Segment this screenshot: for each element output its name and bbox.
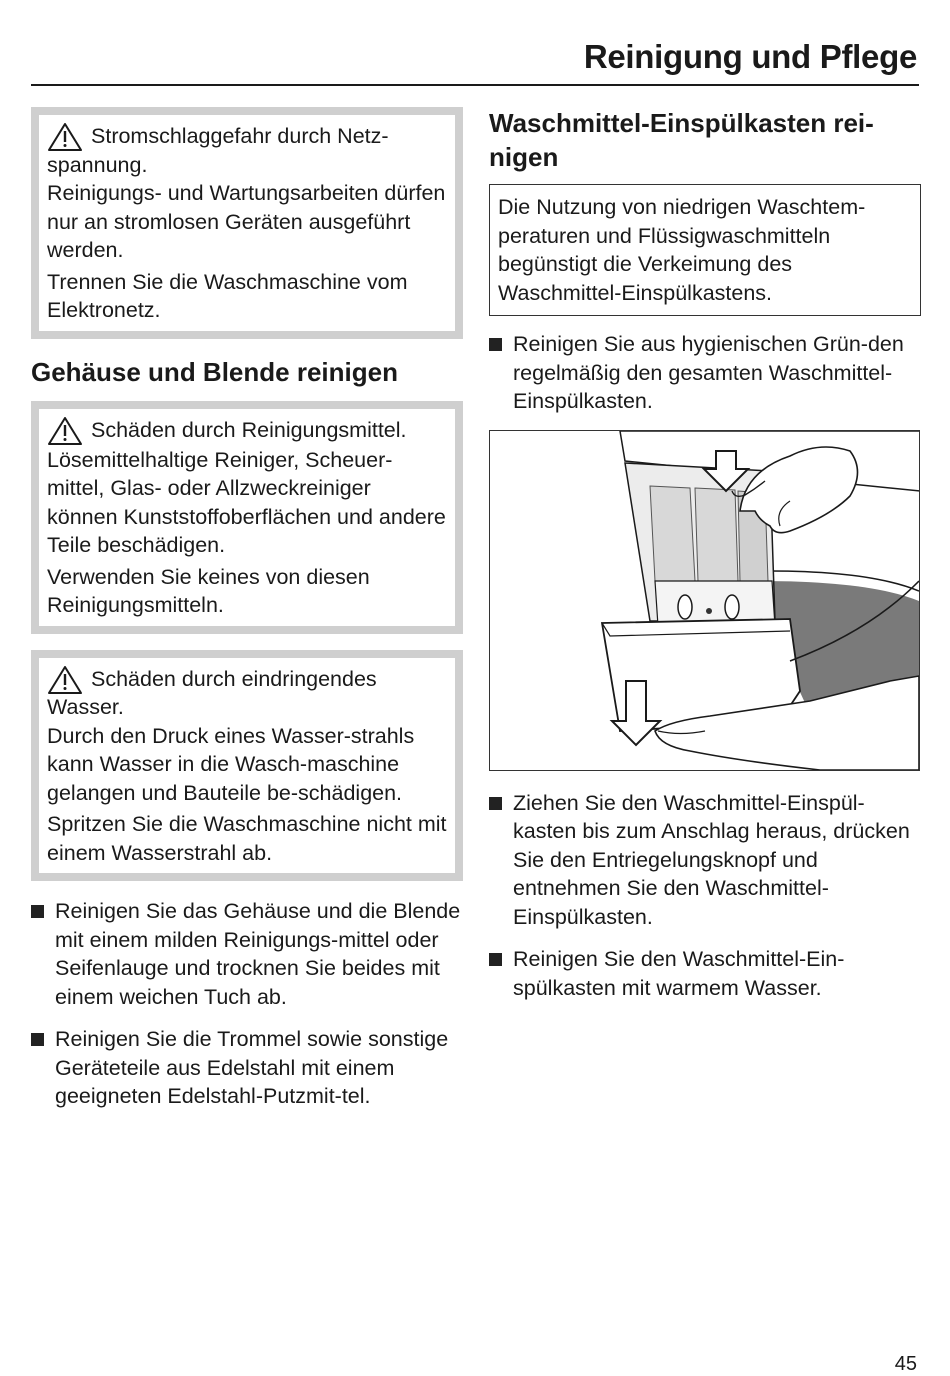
warning-text: Stromschlaggefahr durch Netz-spannung.: [47, 124, 389, 177]
warning-text: Reinigungs- und Wartungsarbeiten dürfen nur an stromlosen Geräten ausgeführt werden.: [47, 181, 446, 262]
dispenser-illustration: [489, 430, 920, 771]
bullet-square-icon: [489, 338, 502, 351]
left-column: [31, 107, 463, 1111]
header-rule: [31, 84, 919, 86]
warning-text: Trennen Sie die Waschmaschine vom Elektronetz.: [47, 269, 408, 322]
warning-box-electric-shock: [31, 107, 463, 339]
warning-text: Lösemittelhaltige Reiniger, Scheuer-mittel, Glas- oder Allzweckreiniger können Kunststoffoberflächen und andere Teile beschädigen.: [47, 447, 446, 557]
warning-text: Verwenden Sie keines von diesen Reinigungsmitteln.: [47, 564, 370, 617]
page-title: Reinigung und Pflege: [583, 38, 917, 75]
list-item: Reinigen Sie das Gehäuse und die Blende mit einem milden Reinigungs-mittel oder Seifenlauge und trocknen Sie beides mit einem weichen Tuch ab.: [31, 897, 463, 1011]
info-box: [489, 184, 921, 316]
warning-triangle-icon: [47, 416, 83, 446]
page-number: 45: [894, 1353, 917, 1375]
section-heading-dispenser: Waschmittel-Einspülkasten rei-nigen: [489, 108, 874, 172]
bullet-square-icon: [31, 1033, 44, 1046]
section-heading-housing: Gehäuse und Blende reinigen: [31, 356, 398, 387]
list-item: Reinigen Sie die Trommel sowie sonstige Geräteteile aus Edelstahl mit einem geeigneten Edelstahl-Putzmit-tel.: [31, 1025, 463, 1111]
warning-box-cleaning-agents: [31, 401, 463, 634]
bullet-square-icon: [31, 905, 44, 918]
bullet-square-icon: [489, 797, 502, 810]
warning-text: Schäden durch Reinigungsmittel.: [91, 417, 407, 442]
warning-text: Spritzen Sie die Waschmaschine nicht mit einem Wasserstrahl ab.: [47, 812, 447, 865]
warning-box-water: [31, 650, 463, 882]
list-item: Reinigen Sie aus hygienischen Grün-den regelmäßig den gesamten Waschmittel-Einspülkasten.: [489, 330, 921, 416]
warning-text: Schäden durch eindringendes Wasser.: [47, 666, 377, 719]
bullet-square-icon: [489, 953, 502, 966]
list-item: Ziehen Sie den Waschmittel-Einspül-kasten bis zum Anschlag heraus, drücken Sie den Entriegelungsknopf und entnehmen Sie den Waschmittel-Einspülkasten.: [489, 789, 921, 932]
right-column: [489, 106, 921, 1002]
info-text: Die Nutzung von niedrigen Waschtem-peraturen und Flüssigwaschmitteln begünstigt die Verkeimung des Waschmittel-Einspülkastens.: [498, 195, 866, 305]
list-item: Reinigen Sie den Waschmittel-Ein-spülkasten mit warmem Wasser.: [489, 945, 921, 1002]
warning-text: Durch den Druck eines Wasser-strahls kann Wasser in die Wasch-maschine gelangen und Bauteile be-schädigen.: [47, 723, 415, 805]
